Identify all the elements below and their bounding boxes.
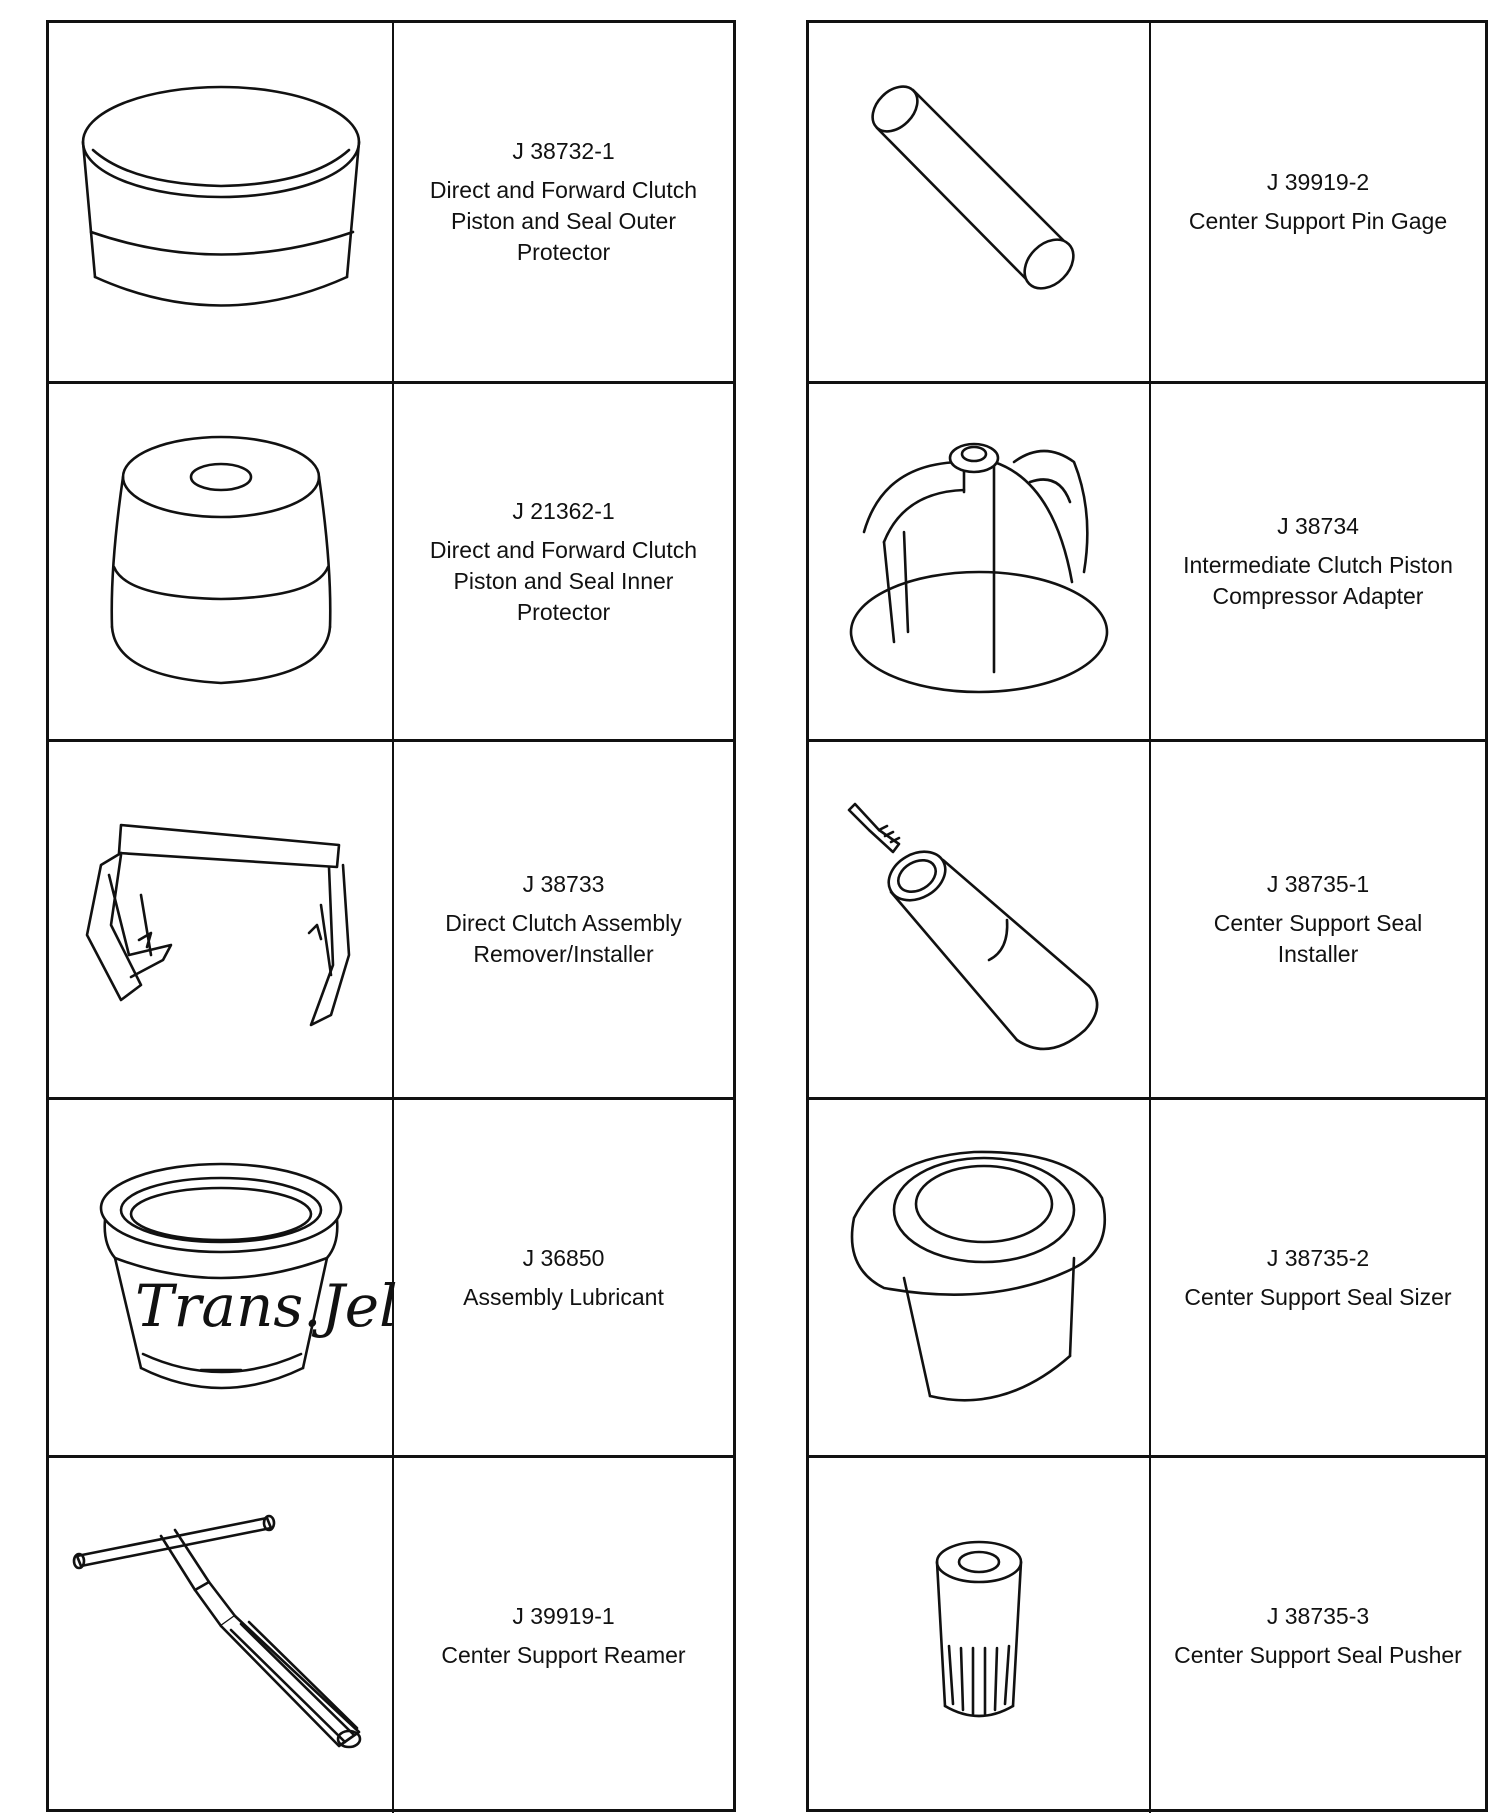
tool-description: Assembly Lubricant [463, 1283, 664, 1310]
tool-row [49, 1097, 733, 1455]
tool-illustration-cell [49, 742, 394, 1097]
tool-description: Direct and Forward Clutch Piston and Seal Inner Protector [429, 536, 698, 625]
tool-row [809, 1097, 1485, 1455]
compressor-adapter-icon [844, 422, 1114, 702]
tool-description: Center Support Pin Gage [1188, 208, 1448, 234]
tool-text-cell [394, 1458, 733, 1813]
lubricant-tub-icon [91, 1158, 398, 1398]
seal-installer-icon [839, 780, 1119, 1060]
tool-row [49, 23, 733, 381]
tool-row [809, 739, 1485, 1097]
tool-illustration-cell [809, 1100, 1151, 1455]
tool-number: J 38735-2 [1266, 1244, 1370, 1271]
tool-text-cell [394, 384, 733, 739]
pin-gage-cylinder-icon [849, 72, 1109, 332]
tool-number: J 36850 [522, 1244, 605, 1271]
tool-row [809, 23, 1485, 381]
tub-label: Trans.Jel [134, 1271, 398, 1340]
tool-row [809, 381, 1485, 739]
tool-illustration-cell [809, 384, 1151, 739]
seal-sizer-icon [844, 1138, 1114, 1418]
tool-illustration-cell [809, 1458, 1151, 1813]
tool-description: Center Support Seal Sizer [1184, 1283, 1452, 1310]
tool-text-cell [1151, 1100, 1485, 1455]
tool-text-cell [1151, 1458, 1485, 1813]
reamer-t-handle-icon [71, 1506, 371, 1766]
tool-text-cell [394, 742, 733, 1097]
tool-illustration-cell [49, 384, 394, 739]
tool-table-left [46, 20, 736, 1812]
tool-text-cell [394, 23, 733, 381]
tool-text-cell [1151, 742, 1485, 1097]
clutch-remover-bracket-icon [81, 815, 361, 1025]
seal-pusher-icon [929, 1536, 1029, 1736]
tool-text-cell [1151, 384, 1485, 739]
tool-number: J 38735-3 [1266, 1602, 1370, 1629]
tool-number: J 38732-1 [512, 138, 615, 164]
tool-number: J 38734 [1277, 513, 1359, 539]
tool-description: Center Support Reamer [441, 1641, 686, 1668]
tool-row [49, 381, 733, 739]
tool-table-right [806, 20, 1488, 1812]
tool-illustration-cell [49, 1100, 398, 1455]
tool-description: Direct Clutch Assembly Remover/Installer [445, 910, 682, 967]
tool-illustration-cell [49, 23, 394, 381]
tool-row [809, 1455, 1485, 1813]
tool-illustration-cell [49, 1458, 394, 1813]
tool-text-cell [1151, 23, 1485, 381]
tool-description: Intermediate Clutch Piston Compressor Adapter [1183, 552, 1453, 609]
tool-number: J 38735-1 [1266, 871, 1370, 897]
tool-row [49, 739, 733, 1097]
tool-illustration-cell [809, 23, 1151, 381]
tool-text-cell [394, 1100, 733, 1455]
tool-number: J 21362-1 [512, 497, 615, 524]
tool-number: J 39919-2 [1266, 169, 1370, 195]
tool-number: J 38733 [522, 871, 605, 897]
tool-description: Center Support Seal Pusher [1174, 1641, 1462, 1668]
inner-protector-cone-icon [106, 427, 336, 697]
tool-description: Center Support Seal Installer [1213, 910, 1423, 967]
tool-number: J 39919-1 [512, 1602, 615, 1629]
tool-illustration-cell [809, 742, 1151, 1097]
tool-row [49, 1455, 733, 1813]
outer-protector-ring-icon [71, 72, 371, 332]
tool-description: Direct and Forward Clutch Piston and Seal Outer Protector [429, 177, 698, 265]
